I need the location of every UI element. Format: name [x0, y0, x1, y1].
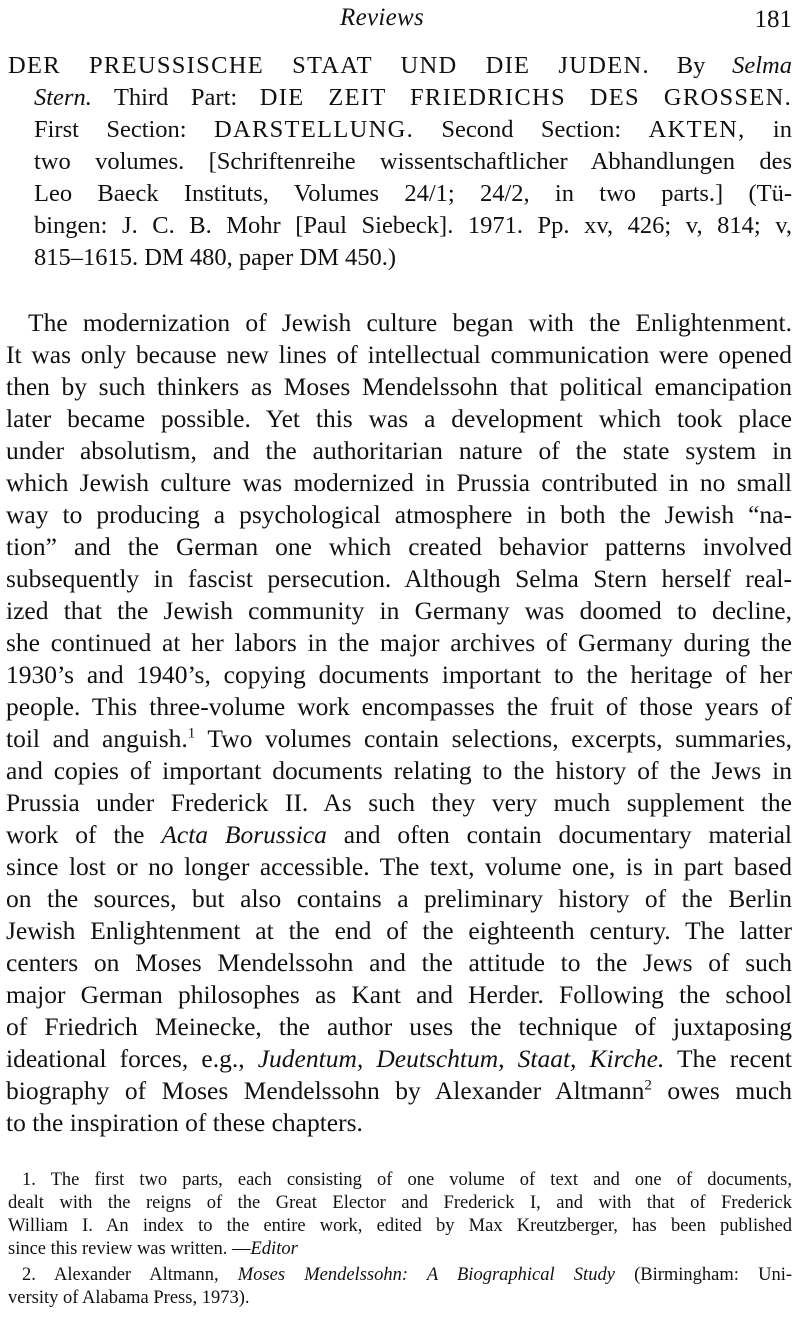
footnote-line: 1. The first two parts, each consisting of one volume of text and one of documents,	[22, 1170, 792, 1190]
body-line: Prussia under Frederick II. As such they very much supplement the	[6, 788, 792, 817]
body-line: which Jewish culture was modernized in Prussia contributed in no small	[6, 468, 792, 497]
footnote-line: 2. Alexander Altmann, Moses Mendelssohn: A Biographical Study (Birmingham: Uni-	[22, 1265, 793, 1285]
footnote-ref-1: 1	[187, 725, 196, 742]
page-number: 181	[754, 6, 792, 33]
heading-line: DER PREUSSISCHE STAAT UND DIE JUDEN. By Selma	[8, 52, 792, 79]
heading-line: 815–1615. DM 480, paper DM 450.)	[34, 244, 397, 271]
footnote-line: William I. An index to the entire work, edited by Max Kreutzberger, has been published	[8, 1216, 792, 1236]
body-line: centers on Moses Mendelssohn and the attitude to the Jews of such	[6, 948, 792, 977]
heading-line: bingen: J. C. B. Mohr [Paul Siebeck]. 1971. Pp. xv, 426; v, 814; v,	[34, 212, 792, 239]
footnote-line: since this review was written. —Editor	[8, 1239, 298, 1259]
footnote-line: dealt with the reigns of the Great Elector and Frederick I, and with that of Frederick	[8, 1193, 792, 1213]
heading-line: First Section: DARSTELLUNG. Second Section: AKTEN, in	[34, 116, 792, 143]
body-line: of Friedrich Meinecke, the author uses the technique of juxtaposing	[6, 1012, 792, 1041]
footnote-ref-2: 2	[644, 1077, 652, 1094]
body-line: later became possible. Yet this was a development which took place	[6, 404, 792, 433]
body-line: on the sources, but also contains a preliminary history of the Berlin	[6, 884, 792, 913]
body-line: then by such thinkers as Moses Mendelssohn that political emancipation	[6, 372, 792, 401]
body-line: ized that the Jewish community in Germany was doomed to decline,	[6, 596, 792, 625]
body-line: 1930’s and 1940’s, copying documents important to the heritage of her	[6, 660, 792, 689]
body-line: and copies of important documents relating to the history of the Jews in	[6, 756, 792, 785]
heading-line: Stern. Third Part: DIE ZEIT FRIEDRICHS DES GROSSEN.	[34, 84, 792, 111]
body-line: work of the Acta Borussica and often contain documentary material	[6, 820, 792, 849]
body-line: biography of Moses Mendelssohn by Alexander Altmann$^2$ owes much	[6, 1076, 793, 1105]
heading-line: Leo Baeck Instituts, Volumes 24/1; 24/2, in two parts.] (Tü-	[34, 180, 792, 207]
body-line: Jewish Enlightenment at the end of the eighteenth century. The latter	[6, 916, 792, 945]
body-line: people. This three-volume work encompasses the fruit of those years of	[6, 692, 792, 721]
body-line: she continued at her labors in the major archives of Germany during the	[6, 628, 792, 657]
body-line: toil and anguish.$^1$ Two volumes contain selections, excerpts, summaries,	[6, 724, 792, 753]
body-line: to the inspiration of these chapters.	[6, 1108, 363, 1137]
body-line: subsequently in fascist persecution. Although Selma Stern herself real-	[6, 564, 792, 593]
running-head	[0, 4, 800, 44]
body-line: since lost or no longer accessible. The text, volume one, is in part based	[6, 852, 792, 881]
footnote-line: versity of Alabama Press, 1973).	[8, 1288, 250, 1308]
body-line: under absolutism, and the authoritarian nature of the state system in	[6, 436, 792, 465]
running-title: Reviews	[340, 4, 425, 31]
body-line: It was only because new lines of intellectual communication were opened	[6, 340, 792, 369]
heading-line: two volumes. [Schriftenreihe wissentschaftlicher Abhandlungen des	[34, 148, 792, 175]
body-line: way to producing a psychological atmosphere in both the Jewish “na-	[6, 500, 792, 529]
body-line: The modernization of Jewish culture began with the Enlightenment.	[28, 308, 792, 337]
body-line: major German philosophes as Kant and Herder. Following the school	[6, 980, 792, 1009]
body-line: ideational forces, e.g., Judentum, Deutschtum, Staat, Kirche. The recent	[6, 1044, 793, 1073]
body-line: tion” and the German one which created behavior patterns involved	[6, 532, 792, 561]
